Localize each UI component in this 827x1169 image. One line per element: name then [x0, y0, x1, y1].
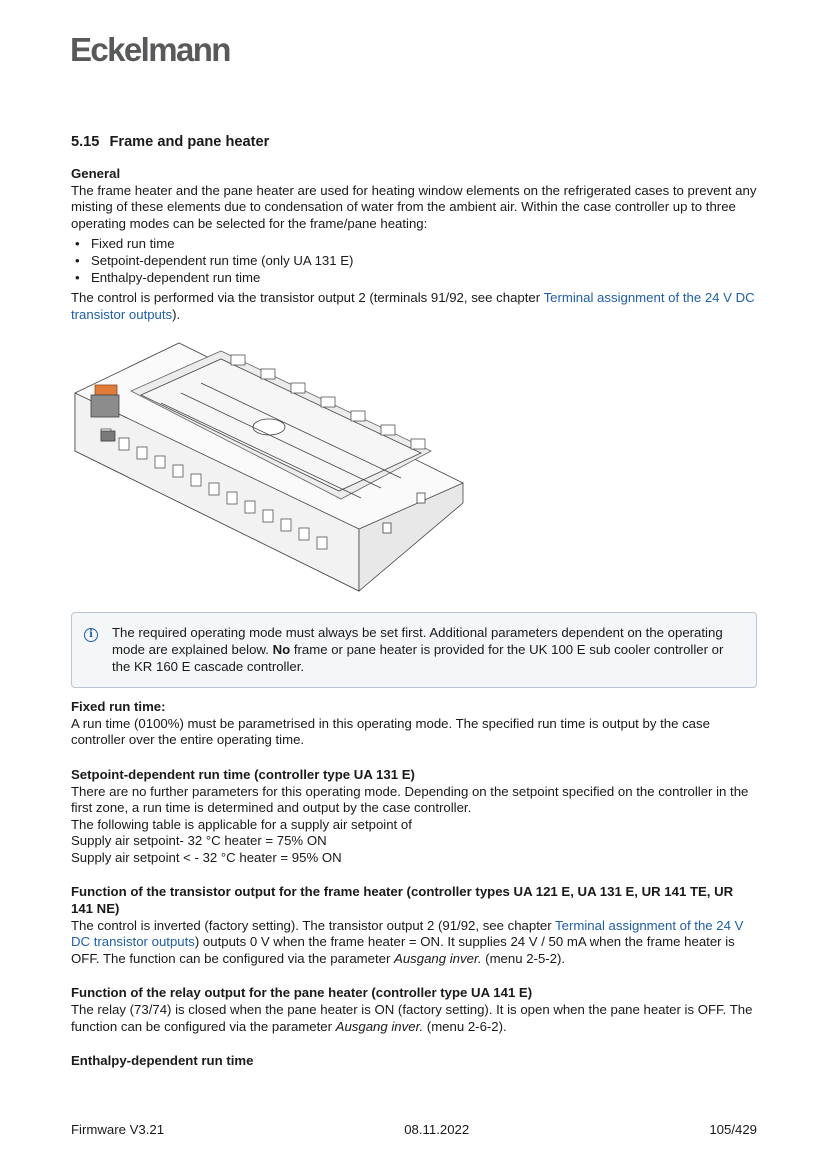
section-number: 5.15 — [71, 134, 100, 150]
enthalpy-heading: Enthalpy-dependent run time — [71, 1053, 254, 1069]
footer-date: 08.11.2022 — [404, 1122, 470, 1137]
page-footer — [71, 1122, 757, 1139]
general-heading: General — [71, 166, 121, 181]
page-number: 105/429 — [709, 1122, 757, 1137]
section-title-text: Frame and pane heater — [109, 134, 270, 150]
transistor-text: The control is inverted (factory setting). The transistor output 2 (91/92, see chapter Terminal assignment of the 24 V DC transistor outputs) outputs 0 V when the frame heater = ON. It supplies 24 V / 50 mA when the frame heater is OFF. The function can be configured via the parameter Ausgang inver. (menu 2-5-2). — [71, 917, 744, 966]
setpoint-heading: Setpoint-dependent run time (controller type UA 131 E) — [71, 766, 415, 782]
relay-heading: Function of the relay output for the pane heater (controller type UA 141 E) — [71, 985, 533, 1001]
relay-section — [71, 985, 757, 1035]
eckelmann-logo: Eckelmann — [70, 31, 230, 68]
list-item: • Fixed run time — [71, 236, 757, 253]
fixed-heading: Fixed run time: — [71, 699, 166, 715]
setpoint-line: Supply air setpoint < - 32 °C heater = 95% ON — [71, 849, 342, 865]
info-icon: i — [84, 628, 98, 642]
controller-device-icon — [71, 333, 471, 595]
controller-device-illustration — [71, 333, 471, 595]
list-item: • Setpoint-dependent run time (only UA 131 E) — [71, 253, 757, 270]
setpoint-text: There are no further parameters for this operating mode. Depending on the setpoint specified on the controller in the first zone, a run time is determined and output by the case controller. — [71, 783, 749, 816]
list-item: • Enthalpy-dependent run time — [71, 270, 757, 287]
general-text: The frame heater and the pane heater are used for heating window elements on the refrigerated cases to prevent any misting of these elements due to condensation of water from the ambient air. Within the case controller up to three operating modes can be selected for the frame/pane heating: — [71, 182, 757, 231]
terminal-assignment-link[interactable]: Terminal assignment of the 24 V DC transistor outputs — [71, 917, 744, 950]
section-title — [71, 133, 757, 151]
terminal-assignment-link[interactable]: Terminal assignment of the 24 V DC transistor outputs — [71, 290, 755, 322]
info-note — [71, 612, 757, 688]
setpoint-line: The following table is applicable for a supply air setpoint of — [71, 816, 412, 832]
page-content — [71, 133, 757, 1070]
operating-modes-list — [71, 236, 757, 286]
note-text: The required operating mode must always be set first. Additional parameters dependent on the operating mode are explained below. No frame or pane heater is provided for the UK 100 E sub cooler controller or the KR 160 E cascade controller. — [112, 625, 724, 674]
setpoint-line: Supply air setpoint- 32 °C heater = 75% ON — [71, 833, 327, 849]
setpoint-section — [71, 767, 757, 867]
fixed-text: A run time (0100%) must be parametrised in this operating mode. The specified run time is output by the case controller over the entire operating time. — [71, 715, 710, 748]
fixed-run-time-section — [71, 699, 757, 749]
firmware-version: Firmware V3.21 — [71, 1122, 165, 1137]
relay-text: The relay (73/74) is closed when the pane heater is ON (factory setting). It is open when the pane heater is OFF. The function can be configured via the parameter Ausgang inver. (menu 2-6-2). — [71, 1002, 753, 1034]
transistor-section — [71, 884, 757, 967]
control-paragraph: The control is performed via the transistor output 2 (terminals 91/92, see chapter Terminal assignment of the 24 V DC transistor outputs). — [71, 290, 755, 322]
transistor-heading: Function of the transistor output for the frame heater (controller types UA 121 E, UA 131 E, UR 141 TE, UR 141 NE) — [71, 884, 734, 917]
